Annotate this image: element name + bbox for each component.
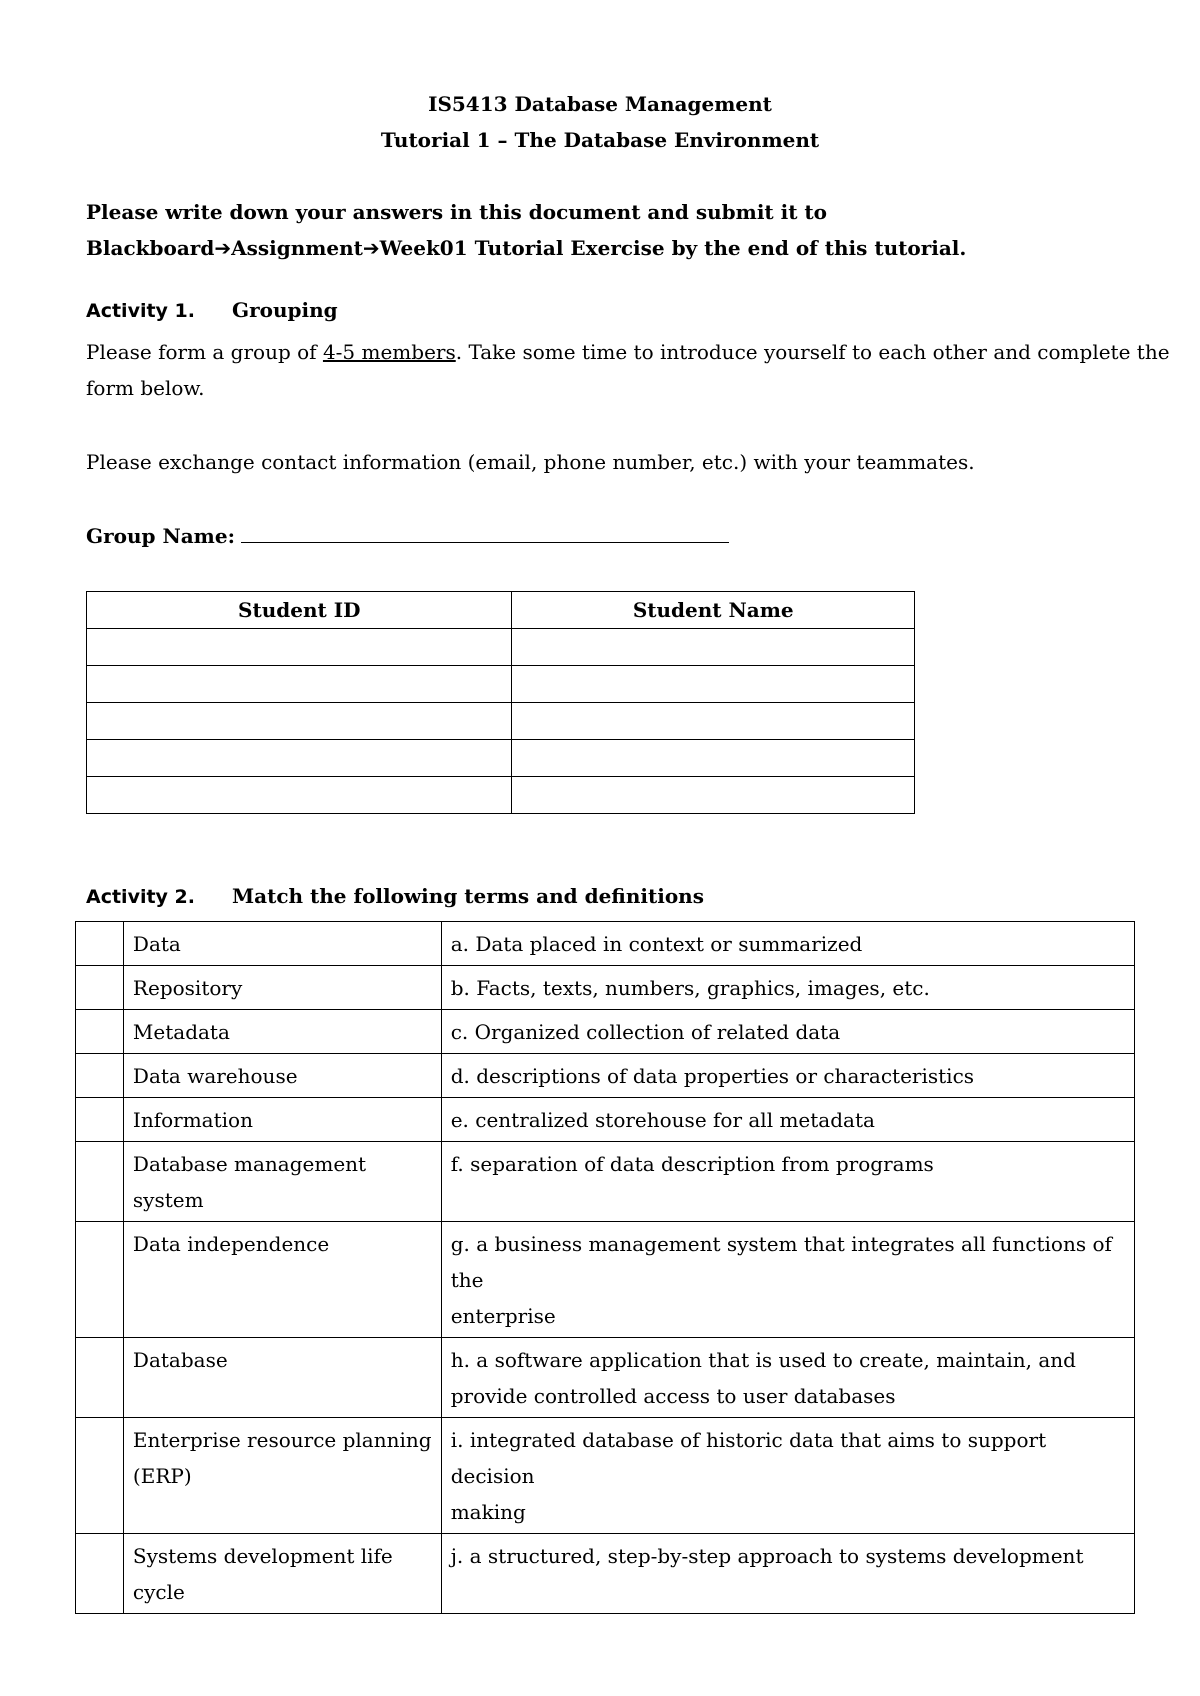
table-row [76,1010,1135,1054]
definition-text: b. Facts, texts, numbers, graphics, images, etc. [450,976,930,1000]
definition-cell [441,1010,1134,1054]
instructions-line-2 [86,236,966,260]
group-name-row [86,522,729,548]
table-row [87,740,915,777]
para1-pre: Please form a group of [86,340,323,364]
table-row [87,629,915,666]
student-name-cell[interactable] [512,703,915,740]
definition-text: a. Data placed in context or summarized [450,932,863,956]
course-title: IS5413 Database Management [428,92,772,116]
student-name-cell[interactable] [512,666,915,703]
table-row [76,1338,1135,1418]
activity1-para-2: Please exchange contact information (email, phone number, etc.) with your teammates. [86,450,975,474]
table-row [76,922,1135,966]
answer-cell[interactable] [76,1054,124,1098]
student-name-cell[interactable] [512,629,915,666]
instructions-line-1: Please write down your answers in this document and submit it to [86,200,827,224]
arrow-icon: ➔ [362,236,380,260]
definition-cell [441,922,1134,966]
definition-cell [441,1054,1134,1098]
answer-cell[interactable] [76,1222,124,1338]
table-row [76,1418,1135,1534]
answer-cell[interactable] [76,1534,124,1614]
definition-text: i. integrated database of historic data that aims to support decision [450,1428,1047,1488]
definition-cell [441,1142,1134,1222]
term-text: Database management system [132,1152,367,1212]
definition-cell [441,1418,1134,1534]
student-id-cell[interactable] [87,777,512,814]
definition-text: d. descriptions of data properties or characteristics [450,1064,975,1088]
term-text: Information [132,1108,253,1132]
term-cell [123,1098,441,1142]
definition-text: enterprise [450,1304,556,1328]
table-row [76,1222,1135,1338]
student-table-header [87,592,915,629]
group-name-field[interactable] [241,522,729,543]
table-row [76,1534,1135,1614]
answer-cell[interactable] [76,1418,124,1534]
term-cell [123,1338,441,1418]
term-text: Metadata [132,1020,230,1044]
student-table [86,591,915,814]
table-row [76,1098,1135,1142]
term-cell [123,922,441,966]
activity1-title: Grouping [232,298,338,322]
definition-text: h. a software application that is used to create, maintain, and [450,1348,1076,1372]
term-cell [123,1054,441,1098]
path-assignment: Assignment [231,236,363,260]
student-id-cell[interactable] [87,666,512,703]
student-id-cell[interactable] [87,703,512,740]
activity1-heading [86,298,338,322]
table-row [76,966,1135,1010]
term-cell [123,1142,441,1222]
table-row [76,1054,1135,1098]
definition-text: g. a business management system that integrates all functions of the [450,1232,1112,1292]
tutorial-title: Tutorial 1 – The Database Environment [380,128,820,152]
arrow-icon: ➔ [214,236,232,260]
term-text: Enterprise resource planning [132,1428,432,1452]
student-id-cell[interactable] [87,740,512,777]
term-text: Data [132,932,181,956]
term-text: Systems development life [132,1544,393,1568]
term-text: cycle [132,1580,185,1604]
activity2-label: Activity 2. [86,886,195,908]
term-text: Data warehouse [132,1064,298,1088]
answer-cell[interactable] [76,1338,124,1418]
definition-cell [441,1222,1134,1338]
answer-cell[interactable] [76,1010,124,1054]
activity2-heading [86,884,704,908]
term-cell [123,1534,441,1614]
student-name-cell[interactable] [512,777,915,814]
definition-text: provide controlled access to user databases [450,1384,896,1408]
definition-text: f. separation of data description from programs [450,1152,934,1176]
group-name-label: Group Name: [86,524,235,548]
matching-table [75,921,1135,1614]
definition-text: j. a structured, step-by-step approach to systems development [450,1544,1084,1568]
table-row [76,1142,1135,1222]
table-row [87,703,915,740]
definition-text: making [450,1500,526,1524]
path-blackboard: Blackboard [86,236,215,260]
header-student-name: Student Name [512,592,915,629]
path-week01: Week01 Tutorial Exercise by the end of this tutorial. [379,236,967,260]
term-cell [123,1222,441,1338]
term-cell [123,1010,441,1054]
definition-text: c. Organized collection of related data [450,1020,841,1044]
term-text: Data independence [132,1232,330,1256]
term-text: (ERP) [132,1464,192,1488]
table-row [87,666,915,703]
answer-cell[interactable] [76,1142,124,1222]
header-student-id: Student ID [87,592,512,629]
activity1-label: Activity 1. [86,300,195,322]
definition-text: e. centralized storehouse for all metadata [450,1108,875,1132]
para1-post: . Take some time to introduce yourself to each other and complete the [455,340,1170,364]
para1-underline: 4-5 members [322,340,456,364]
answer-cell[interactable] [76,922,124,966]
term-cell [123,966,441,1010]
term-text: Repository [132,976,243,1000]
answer-cell[interactable] [76,966,124,1010]
term-cell [123,1418,441,1534]
definition-cell [441,1338,1134,1418]
definition-cell [441,1098,1134,1142]
activity2-title: Match the following terms and definitions [232,884,704,908]
definition-cell [441,1534,1134,1614]
student-id-cell[interactable] [87,629,512,666]
student-name-cell[interactable] [512,740,915,777]
activity1-para-line-2: form below. [86,376,205,400]
activity1-para-line-1 [86,340,1170,364]
definition-cell [441,966,1134,1010]
term-text: Database [132,1348,228,1372]
table-row [87,777,915,814]
answer-cell[interactable] [76,1098,124,1142]
